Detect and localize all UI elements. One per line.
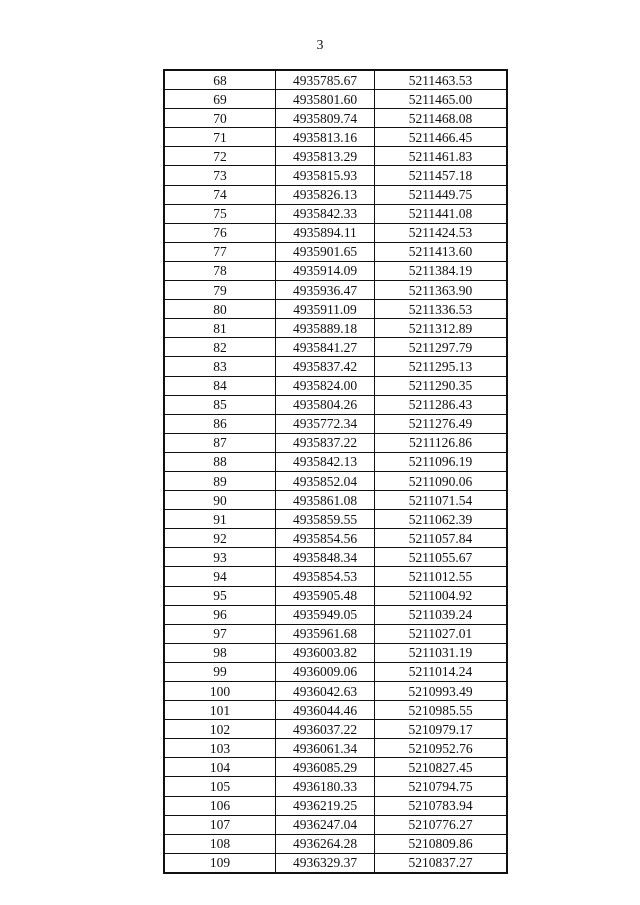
x-coordinate-cell: 4935936.47	[276, 281, 375, 300]
table-row	[164, 624, 507, 643]
table-row	[164, 529, 507, 548]
point-number-cell: 73	[164, 166, 276, 185]
point-number-cell: 87	[164, 433, 276, 452]
x-coordinate-cell: 4935859.55	[276, 510, 375, 529]
y-coordinate-cell: 5210776.27	[375, 815, 508, 834]
x-coordinate-cell: 4935911.09	[276, 300, 375, 319]
point-number-cell: 98	[164, 643, 276, 662]
table-row	[164, 720, 507, 739]
point-number-cell: 81	[164, 319, 276, 338]
point-number-cell: 90	[164, 491, 276, 510]
table-row	[164, 242, 507, 261]
x-coordinate-cell: 4936264.28	[276, 834, 375, 853]
y-coordinate-cell: 5211012.55	[375, 567, 508, 586]
y-coordinate-cell: 5210794.75	[375, 777, 508, 796]
table-row	[164, 357, 507, 376]
table-row	[164, 452, 507, 471]
point-number-cell: 71	[164, 128, 276, 147]
point-number-cell: 78	[164, 261, 276, 280]
table-row	[164, 853, 507, 873]
coordinates-table-body	[164, 70, 507, 873]
y-coordinate-cell: 5211286.43	[375, 395, 508, 414]
y-coordinate-cell: 5210837.27	[375, 853, 508, 873]
point-number-cell: 83	[164, 357, 276, 376]
point-number-cell: 79	[164, 281, 276, 300]
table-row	[164, 491, 507, 510]
point-number-cell: 96	[164, 605, 276, 624]
y-coordinate-cell: 5211363.90	[375, 281, 508, 300]
x-coordinate-cell: 4936061.34	[276, 739, 375, 758]
table-row	[164, 300, 507, 319]
y-coordinate-cell: 5211441.08	[375, 204, 508, 223]
point-number-cell: 77	[164, 242, 276, 261]
table-row	[164, 319, 507, 338]
table-row	[164, 109, 507, 128]
x-coordinate-cell: 4935813.16	[276, 128, 375, 147]
y-coordinate-cell: 5211336.53	[375, 300, 508, 319]
point-number-cell: 101	[164, 701, 276, 720]
table-row	[164, 682, 507, 701]
y-coordinate-cell: 5211126.86	[375, 433, 508, 452]
y-coordinate-cell: 5211465.00	[375, 90, 508, 109]
point-number-cell: 97	[164, 624, 276, 643]
table-row	[164, 223, 507, 242]
x-coordinate-cell: 4935848.34	[276, 548, 375, 567]
table-row	[164, 204, 507, 223]
table-row	[164, 815, 507, 834]
point-number-cell: 82	[164, 338, 276, 357]
point-number-cell: 104	[164, 758, 276, 777]
table-row	[164, 128, 507, 147]
y-coordinate-cell: 5211031.19	[375, 643, 508, 662]
table-row	[164, 338, 507, 357]
table-row	[164, 185, 507, 204]
y-coordinate-cell: 5211276.49	[375, 414, 508, 433]
x-coordinate-cell: 4935772.34	[276, 414, 375, 433]
coordinates-table	[163, 69, 508, 874]
x-coordinate-cell: 4935961.68	[276, 624, 375, 643]
point-number-cell: 108	[164, 834, 276, 853]
table-row	[164, 510, 507, 529]
x-coordinate-cell: 4935801.60	[276, 90, 375, 109]
point-number-cell: 85	[164, 395, 276, 414]
table-row	[164, 395, 507, 414]
table-row	[164, 834, 507, 853]
point-number-cell: 107	[164, 815, 276, 834]
point-number-cell: 75	[164, 204, 276, 223]
x-coordinate-cell: 4936247.04	[276, 815, 375, 834]
y-coordinate-cell: 5210809.86	[375, 834, 508, 853]
point-number-cell: 99	[164, 662, 276, 681]
point-number-cell: 109	[164, 853, 276, 873]
point-number-cell: 84	[164, 376, 276, 395]
point-number-cell: 103	[164, 739, 276, 758]
point-number-cell: 76	[164, 223, 276, 242]
y-coordinate-cell: 5211463.53	[375, 70, 508, 90]
page-number: 3	[316, 38, 324, 53]
y-coordinate-cell: 5210993.49	[375, 682, 508, 701]
table-row	[164, 376, 507, 395]
x-coordinate-cell: 4935949.05	[276, 605, 375, 624]
x-coordinate-cell: 4935837.22	[276, 433, 375, 452]
x-coordinate-cell: 4936009.06	[276, 662, 375, 681]
y-coordinate-cell: 5211014.24	[375, 662, 508, 681]
table-row	[164, 90, 507, 109]
table-row	[164, 643, 507, 662]
x-coordinate-cell: 4936037.22	[276, 720, 375, 739]
x-coordinate-cell: 4936003.82	[276, 643, 375, 662]
point-number-cell: 93	[164, 548, 276, 567]
x-coordinate-cell: 4935842.33	[276, 204, 375, 223]
y-coordinate-cell: 5211295.13	[375, 357, 508, 376]
y-coordinate-cell: 5211468.08	[375, 109, 508, 128]
y-coordinate-cell: 5211039.24	[375, 605, 508, 624]
point-number-cell: 105	[164, 777, 276, 796]
point-number-cell: 72	[164, 147, 276, 166]
table-row	[164, 796, 507, 815]
x-coordinate-cell: 4936329.37	[276, 853, 375, 873]
y-coordinate-cell: 5211297.79	[375, 338, 508, 357]
point-number-cell: 92	[164, 529, 276, 548]
x-coordinate-cell: 4936044.46	[276, 701, 375, 720]
y-coordinate-cell: 5210952.76	[375, 739, 508, 758]
x-coordinate-cell: 4935824.00	[276, 376, 375, 395]
table-row	[164, 147, 507, 166]
x-coordinate-cell: 4935894.11	[276, 223, 375, 242]
x-coordinate-cell: 4935785.67	[276, 70, 375, 90]
point-number-cell: 106	[164, 796, 276, 815]
point-number-cell: 89	[164, 471, 276, 490]
y-coordinate-cell: 5211461.83	[375, 147, 508, 166]
point-number-cell: 69	[164, 90, 276, 109]
point-number-cell: 74	[164, 185, 276, 204]
x-coordinate-cell: 4935813.29	[276, 147, 375, 166]
point-number-cell: 100	[164, 682, 276, 701]
x-coordinate-cell: 4936042.63	[276, 682, 375, 701]
x-coordinate-cell: 4935861.08	[276, 491, 375, 510]
y-coordinate-cell: 5210783.94	[375, 796, 508, 815]
y-coordinate-cell: 5211457.18	[375, 166, 508, 185]
table-row	[164, 281, 507, 300]
x-coordinate-cell: 4936180.33	[276, 777, 375, 796]
x-coordinate-cell: 4935826.13	[276, 185, 375, 204]
x-coordinate-cell: 4935889.18	[276, 319, 375, 338]
point-number-cell: 91	[164, 510, 276, 529]
point-number-cell: 88	[164, 452, 276, 471]
table-row	[164, 777, 507, 796]
x-coordinate-cell: 4935841.27	[276, 338, 375, 357]
x-coordinate-cell: 4935901.65	[276, 242, 375, 261]
x-coordinate-cell: 4935852.04	[276, 471, 375, 490]
y-coordinate-cell: 5210979.17	[375, 720, 508, 739]
point-number-cell: 94	[164, 567, 276, 586]
x-coordinate-cell: 4935804.26	[276, 395, 375, 414]
x-coordinate-cell: 4935854.53	[276, 567, 375, 586]
y-coordinate-cell: 5211057.84	[375, 529, 508, 548]
x-coordinate-cell: 4936085.29	[276, 758, 375, 777]
table-row	[164, 758, 507, 777]
y-coordinate-cell: 5211413.60	[375, 242, 508, 261]
table-row	[164, 166, 507, 185]
y-coordinate-cell: 5211096.19	[375, 452, 508, 471]
y-coordinate-cell: 5211027.01	[375, 624, 508, 643]
table-row	[164, 739, 507, 758]
y-coordinate-cell: 5211312.89	[375, 319, 508, 338]
x-coordinate-cell: 4935809.74	[276, 109, 375, 128]
table-row	[164, 414, 507, 433]
y-coordinate-cell: 5211062.39	[375, 510, 508, 529]
point-number-cell: 102	[164, 720, 276, 739]
table-row	[164, 586, 507, 605]
table-row	[164, 70, 507, 90]
x-coordinate-cell: 4935914.09	[276, 261, 375, 280]
y-coordinate-cell: 5211449.75	[375, 185, 508, 204]
x-coordinate-cell: 4935815.93	[276, 166, 375, 185]
y-coordinate-cell: 5211384.19	[375, 261, 508, 280]
y-coordinate-cell: 5211004.92	[375, 586, 508, 605]
y-coordinate-cell: 5211466.45	[375, 128, 508, 147]
table-row	[164, 261, 507, 280]
point-number-cell: 95	[164, 586, 276, 605]
table-row	[164, 662, 507, 681]
y-coordinate-cell: 5210827.45	[375, 758, 508, 777]
y-coordinate-cell: 5211290.35	[375, 376, 508, 395]
table-row	[164, 433, 507, 452]
y-coordinate-cell: 5211055.67	[375, 548, 508, 567]
x-coordinate-cell: 4935842.13	[276, 452, 375, 471]
table-row	[164, 567, 507, 586]
y-coordinate-cell: 5210985.55	[375, 701, 508, 720]
point-number-cell: 80	[164, 300, 276, 319]
x-coordinate-cell: 4935905.48	[276, 586, 375, 605]
point-number-cell: 86	[164, 414, 276, 433]
table-row	[164, 701, 507, 720]
point-number-cell: 68	[164, 70, 276, 90]
y-coordinate-cell: 5211090.06	[375, 471, 508, 490]
y-coordinate-cell: 5211424.53	[375, 223, 508, 242]
table-row	[164, 548, 507, 567]
x-coordinate-cell: 4935854.56	[276, 529, 375, 548]
point-number-cell: 70	[164, 109, 276, 128]
table-row	[164, 471, 507, 490]
table-row	[164, 605, 507, 624]
x-coordinate-cell: 4935837.42	[276, 357, 375, 376]
x-coordinate-cell: 4936219.25	[276, 796, 375, 815]
y-coordinate-cell: 5211071.54	[375, 491, 508, 510]
